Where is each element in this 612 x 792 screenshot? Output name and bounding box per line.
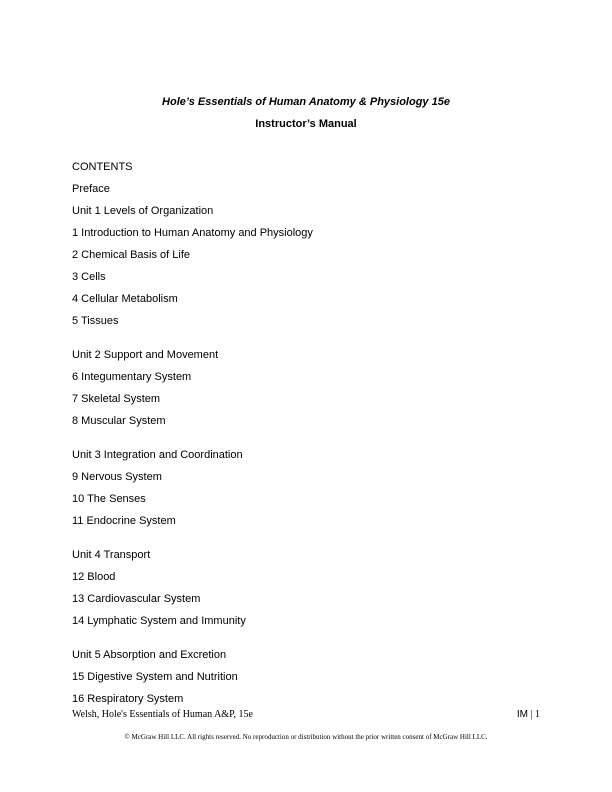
book-title: Hole’s Essentials of Human Anatomy & Physiology 15e xyxy=(162,96,450,108)
unit-title: Unit 2 Support and Movement xyxy=(72,349,219,361)
chapter-entry: 10 The Senses xyxy=(72,493,146,505)
table-of-contents xyxy=(72,159,542,713)
unit-title: Unit 4 Transport xyxy=(72,549,151,561)
chapter-entry: 12 Blood xyxy=(72,571,116,583)
unit-title: Unit 1 Levels of Organization xyxy=(72,205,214,217)
footer-page-label xyxy=(517,709,540,720)
footer-citation: Welsh, Hole's Essentials of Human A&P, 15e xyxy=(72,709,253,720)
chapter-entry: 4 Cellular Metabolism xyxy=(72,293,178,305)
contents-heading: CONTENTS xyxy=(72,161,133,173)
chapter-entry: 15 Digestive System and Nutrition xyxy=(72,671,238,683)
chapter-entry: 11 Endocrine System xyxy=(72,515,176,527)
chapter-entry: 7 Skeletal System xyxy=(72,393,161,405)
chapter-entry: 9 Nervous System xyxy=(72,471,162,483)
chapter-entry: 13 Cardiovascular System xyxy=(72,593,201,605)
page-separator: | xyxy=(527,709,535,720)
chapter-entry: 8 Muscular System xyxy=(72,415,166,427)
chapter-entry: 2 Chemical Basis of Life xyxy=(72,249,190,261)
unit-title: Unit 3 Integration and Coordination xyxy=(72,449,243,461)
page-number: 1 xyxy=(535,709,540,720)
unit-title: Unit 5 Absorption and Excretion xyxy=(72,649,227,661)
chapter-entry: 3 Cells xyxy=(72,271,106,283)
manual-subtitle: Instructor’s Manual xyxy=(255,118,357,130)
chapter-entry: 5 Tissues xyxy=(72,315,119,327)
chapter-entry: 14 Lymphatic System and Immunity xyxy=(72,615,246,627)
toc-preface: Preface xyxy=(72,183,110,195)
page-prefix: IM xyxy=(516,709,528,720)
chapter-entry: 6 Integumentary System xyxy=(72,371,192,383)
copyright-notice: © McGraw Hill LLC. All rights reserved. No reproduction or distribution without the prior written consent of McGraw Hill LLC. xyxy=(124,733,488,741)
chapter-entry: 1 Introduction to Human Anatomy and Physiology xyxy=(72,227,313,239)
chapter-entry: 16 Respiratory System xyxy=(72,693,184,705)
